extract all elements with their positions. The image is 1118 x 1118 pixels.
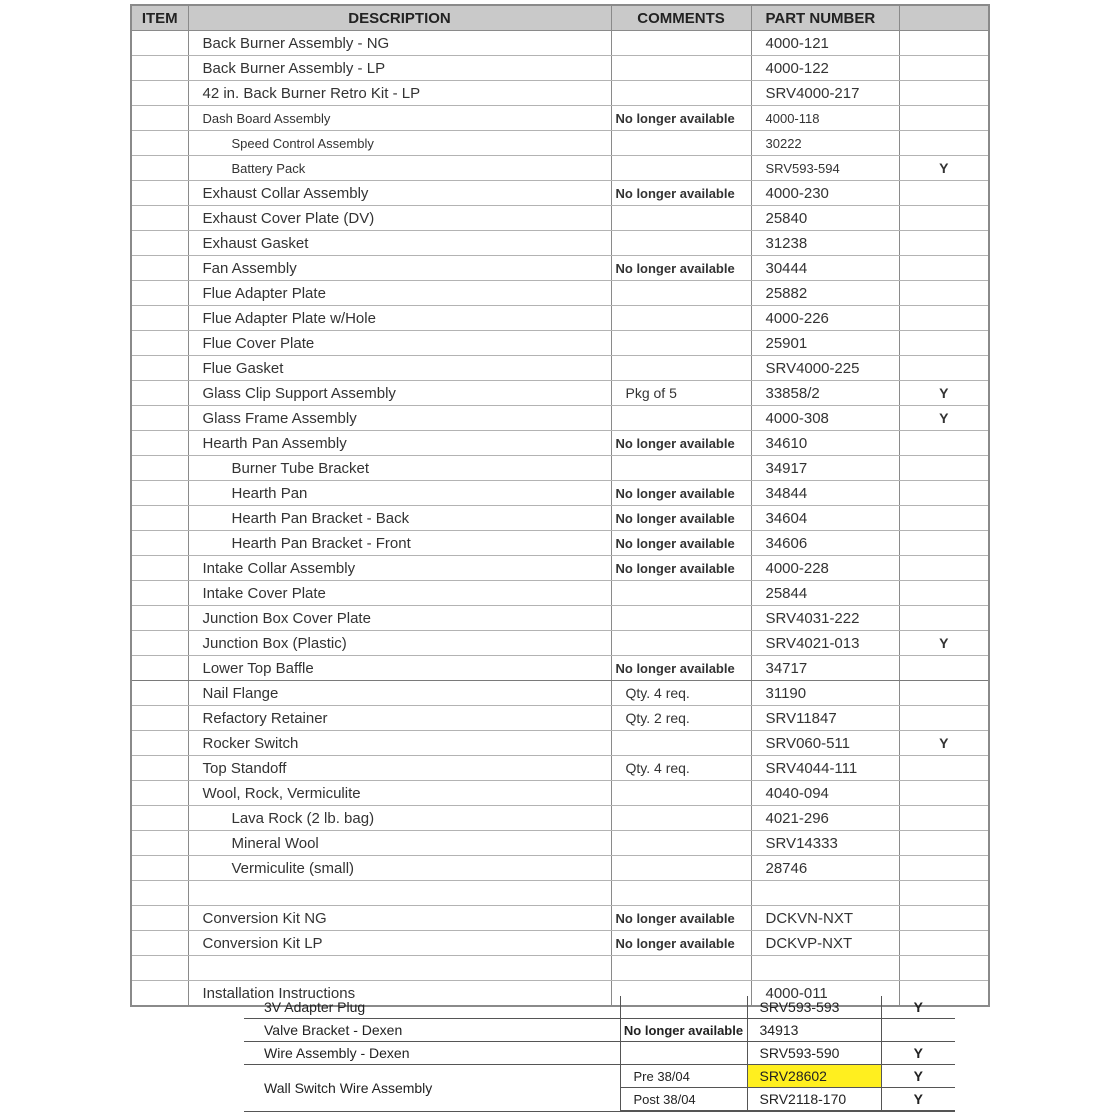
description-cell: Lower Top Baffle: [188, 656, 611, 681]
item-cell: [131, 481, 188, 506]
description-cell: Glass Clip Support Assembly: [188, 381, 611, 406]
flag-cell: [899, 31, 989, 56]
comment-cell: No longer available: [620, 1019, 747, 1042]
comment-cell: Qty. 4 req.: [611, 681, 751, 706]
flag-cell: [899, 906, 989, 931]
flag-cell: Y: [881, 1088, 955, 1112]
description-cell: Lava Rock (2 lb. bag): [188, 806, 611, 831]
description-cell: Nail Flange: [188, 681, 611, 706]
description-cell: Wool, Rock, Vermiculite: [188, 781, 611, 806]
item-cell: [131, 531, 188, 556]
item-cell: [131, 281, 188, 306]
flag-cell: [899, 206, 989, 231]
table-row: [131, 106, 989, 131]
part-number-cell: 4040-094: [751, 781, 899, 806]
description-cell: Wall Switch Wire Assembly: [244, 1065, 620, 1112]
item-cell: [131, 381, 188, 406]
part-number-cell: 28746: [751, 856, 899, 881]
comment-cell: [611, 856, 751, 881]
flag-cell: [899, 106, 989, 131]
part-number-cell: 4000-230: [751, 181, 899, 206]
part-number-cell: SRV11847: [751, 706, 899, 731]
table-row: [131, 806, 989, 831]
comment-cell: [611, 206, 751, 231]
item-cell: [131, 106, 188, 131]
description-cell: Dash Board Assembly: [188, 106, 611, 131]
comment-cell: [611, 131, 751, 156]
part-number-cell: 4000-118: [751, 106, 899, 131]
flag-cell: [899, 681, 989, 706]
item-cell: [131, 656, 188, 681]
description-cell: Mineral Wool: [188, 831, 611, 856]
part-number-cell: 30222: [751, 131, 899, 156]
comment-cell: No longer available: [611, 256, 751, 281]
item-cell: [131, 906, 188, 931]
table-row: [131, 881, 989, 906]
comment-cell: [611, 306, 751, 331]
comment-cell: [611, 831, 751, 856]
part-number-cell: 34610: [751, 431, 899, 456]
table-row: [131, 681, 989, 706]
flag-cell: [899, 656, 989, 681]
table-row: [131, 606, 989, 631]
table-row: [131, 706, 989, 731]
comment-cell: [611, 631, 751, 656]
description-cell: Hearth Pan Bracket - Back: [188, 506, 611, 531]
comment-cell: [611, 231, 751, 256]
description-cell: Conversion Kit LP: [188, 931, 611, 956]
part-number-cell: SRV4000-225: [751, 356, 899, 381]
part-number-cell: 4000-121: [751, 31, 899, 56]
header-part-number: PART NUMBER: [751, 5, 899, 31]
item-cell: [131, 606, 188, 631]
table-row: [131, 256, 989, 281]
part-number-cell: SRV4021-013: [751, 631, 899, 656]
comment-cell: [611, 56, 751, 81]
comment-cell: [611, 156, 751, 181]
description-cell: Hearth Pan Assembly: [188, 431, 611, 456]
item-cell: [131, 831, 188, 856]
description-cell: Wire Assembly - Dexen: [244, 1042, 620, 1065]
part-number-cell: SRV14333: [751, 831, 899, 856]
flag-cell: [899, 56, 989, 81]
part-number-cell: 34844: [751, 481, 899, 506]
table-row: [131, 556, 989, 581]
item-cell: [131, 581, 188, 606]
table-row: [131, 831, 989, 856]
description-cell: Top Standoff: [188, 756, 611, 781]
part-number-cell: DCKVP-NXT: [751, 931, 899, 956]
flag-cell: Y: [881, 1065, 955, 1088]
flag-cell: [899, 756, 989, 781]
comment-cell: [611, 606, 751, 631]
item-cell: [131, 56, 188, 81]
flag-cell: [899, 706, 989, 731]
flag-cell: [899, 281, 989, 306]
part-number-cell: 4021-296: [751, 806, 899, 831]
table-row: [131, 131, 989, 156]
description-cell: Exhaust Collar Assembly: [188, 181, 611, 206]
comment-cell: [611, 806, 751, 831]
flag-cell: [899, 556, 989, 581]
item-cell: [131, 306, 188, 331]
table-row: [131, 431, 989, 456]
flag-cell: [899, 356, 989, 381]
flag-cell: Y: [899, 731, 989, 756]
part-number-cell: 25844: [751, 581, 899, 606]
table-row: [244, 1019, 955, 1042]
description-cell: Vermiculite (small): [188, 856, 611, 881]
description-cell: Glass Frame Assembly: [188, 406, 611, 431]
additional-parts-table: [244, 996, 955, 1112]
description-cell: Flue Gasket: [188, 356, 611, 381]
flag-cell: [899, 506, 989, 531]
table-row: [131, 581, 989, 606]
table-row: [131, 406, 989, 431]
comment-cell: No longer available: [611, 931, 751, 956]
flag-cell: [899, 456, 989, 481]
description-cell: Rocker Switch: [188, 731, 611, 756]
table-row: [131, 906, 989, 931]
comment-cell: [611, 31, 751, 56]
description-cell: Burner Tube Bracket: [188, 456, 611, 481]
item-cell: [131, 981, 188, 1007]
flag-cell: [899, 781, 989, 806]
item-cell: [131, 131, 188, 156]
item-cell: [131, 256, 188, 281]
item-cell: [131, 431, 188, 456]
part-number-cell: 4000-122: [751, 56, 899, 81]
flag-cell: Y: [881, 1042, 955, 1065]
flag-cell: [899, 831, 989, 856]
item-cell: [131, 356, 188, 381]
description-cell: Installation Instructions: [188, 981, 611, 1007]
comment-cell: [611, 81, 751, 106]
item-cell: [131, 756, 188, 781]
item-cell: [131, 331, 188, 356]
comment-cell: Qty. 2 req.: [611, 706, 751, 731]
description-cell: Back Burner Assembly - NG: [188, 31, 611, 56]
item-cell: [131, 156, 188, 181]
table-row: [244, 1042, 955, 1065]
item-cell: [131, 856, 188, 881]
item-cell: [131, 31, 188, 56]
table-row: [131, 31, 989, 56]
table-row: [131, 156, 989, 181]
comment-cell: No longer available: [611, 531, 751, 556]
header-flag: [899, 5, 989, 31]
table-row: [131, 781, 989, 806]
parts-list-table: [130, 4, 990, 1007]
table-row: [131, 356, 989, 381]
flag-cell: [899, 256, 989, 281]
part-number-cell: SRV593-593: [747, 996, 881, 1019]
flag-cell: Y: [881, 996, 955, 1019]
item-cell: [131, 456, 188, 481]
description-cell: Speed Control Assembly: [188, 131, 611, 156]
flag-cell: [899, 331, 989, 356]
table-row: [131, 756, 989, 781]
table-row: [131, 181, 989, 206]
description-cell: Exhaust Cover Plate (DV): [188, 206, 611, 231]
description-cell: Conversion Kit NG: [188, 906, 611, 931]
table-row: [131, 381, 989, 406]
flag-cell: Y: [899, 156, 989, 181]
item-cell: [131, 556, 188, 581]
comment-cell: [611, 581, 751, 606]
description-cell: Hearth Pan Bracket - Front: [188, 531, 611, 556]
comment-cell: [620, 996, 747, 1019]
comment-cell: No longer available: [611, 106, 751, 131]
flag-cell: [899, 931, 989, 956]
table-row: [131, 231, 989, 256]
flag-cell: Y: [899, 631, 989, 656]
comment-cell: [611, 881, 751, 906]
comment-cell: No longer available: [611, 181, 751, 206]
comment-cell: No longer available: [611, 506, 751, 531]
part-number-cell: SRV593-590: [747, 1042, 881, 1065]
item-cell: [131, 806, 188, 831]
comment-cell: Pkg of 5: [611, 381, 751, 406]
part-number-cell: [751, 956, 899, 981]
item-cell: [131, 81, 188, 106]
flag-cell: [899, 81, 989, 106]
item-cell: [131, 956, 188, 981]
description-cell: Battery Pack: [188, 156, 611, 181]
table-row: [131, 206, 989, 231]
flag-cell: [899, 581, 989, 606]
part-number-cell: 25901: [751, 331, 899, 356]
item-cell: [131, 781, 188, 806]
header-item: ITEM: [131, 5, 188, 31]
part-number-cell: 4000-228: [751, 556, 899, 581]
flag-cell: [899, 231, 989, 256]
item-cell: [131, 706, 188, 731]
part-number-cell: SRV4000-217: [751, 81, 899, 106]
part-number-cell: SRV060-511: [751, 731, 899, 756]
part-number-cell: [751, 881, 899, 906]
table-row: [131, 956, 989, 981]
comment-cell: No longer available: [611, 481, 751, 506]
comment-cell: [611, 331, 751, 356]
part-number-cell: 34604: [751, 506, 899, 531]
part-number-cell: 34717: [751, 656, 899, 681]
comment-cell: [620, 1042, 747, 1065]
flag-cell: Y: [899, 381, 989, 406]
table-row: [131, 281, 989, 306]
item-cell: [131, 506, 188, 531]
flag-cell: [899, 881, 989, 906]
table-header-row: [131, 5, 989, 31]
description-cell: Flue Adapter Plate w/Hole: [188, 306, 611, 331]
part-number-cell: DCKVN-NXT: [751, 906, 899, 931]
part-number-cell-highlighted: SRV28602: [747, 1065, 881, 1088]
table-row: [131, 931, 989, 956]
comment-cell: No longer available: [611, 656, 751, 681]
part-number-cell: 25882: [751, 281, 899, 306]
part-number-cell: 4000-011: [751, 981, 899, 1007]
flag-cell: Y: [899, 406, 989, 431]
comment-cell: [611, 281, 751, 306]
part-number-cell: SRV4031-222: [751, 606, 899, 631]
table-row: [131, 531, 989, 556]
flag-cell: [899, 431, 989, 456]
item-cell: [131, 406, 188, 431]
part-number-cell: 31238: [751, 231, 899, 256]
description-cell: Refactory Retainer: [188, 706, 611, 731]
part-number-cell: 34913: [747, 1019, 881, 1042]
comment-cell: [611, 781, 751, 806]
flag-cell: [899, 306, 989, 331]
flag-cell: [899, 531, 989, 556]
comment-cell: [611, 456, 751, 481]
comment-cell: Qty. 4 req.: [611, 756, 751, 781]
part-number-cell: 4000-226: [751, 306, 899, 331]
table-row: [131, 731, 989, 756]
description-cell: Fan Assembly: [188, 256, 611, 281]
description-cell: Intake Cover Plate: [188, 581, 611, 606]
description-cell: Flue Cover Plate: [188, 331, 611, 356]
header-comments: COMMENTS: [611, 5, 751, 31]
item-cell: [131, 181, 188, 206]
flag-cell: [899, 956, 989, 981]
part-number-cell: SRV4044-111: [751, 756, 899, 781]
description-cell: Exhaust Gasket: [188, 231, 611, 256]
comment-cell: Post 38/04: [620, 1088, 747, 1112]
flag-cell: [899, 856, 989, 881]
item-cell: [131, 231, 188, 256]
table-row: [131, 456, 989, 481]
part-number-cell: 33858/2: [751, 381, 899, 406]
comment-cell: [611, 406, 751, 431]
flag-cell: [881, 1019, 955, 1042]
comment-cell: No longer available: [611, 906, 751, 931]
description-cell: 3V Adapter Plug: [244, 996, 620, 1019]
flag-cell: [899, 481, 989, 506]
description-cell: Hearth Pan: [188, 481, 611, 506]
flag-cell: [899, 181, 989, 206]
part-number-cell: 30444: [751, 256, 899, 281]
table-row: [131, 481, 989, 506]
header-description: DESCRIPTION: [188, 5, 611, 31]
table-row: [131, 506, 989, 531]
comment-cell: [611, 956, 751, 981]
item-cell: [131, 931, 188, 956]
table-row: [131, 656, 989, 681]
table-row: [131, 81, 989, 106]
item-cell: [131, 206, 188, 231]
description-cell: Intake Collar Assembly: [188, 556, 611, 581]
flag-cell: [899, 806, 989, 831]
table-row: [131, 631, 989, 656]
table-row: [131, 331, 989, 356]
comment-cell: [611, 731, 751, 756]
item-cell: [131, 681, 188, 706]
comment-cell: No longer available: [611, 431, 751, 456]
description-cell: Valve Bracket - Dexen: [244, 1019, 620, 1042]
description-cell: Junction Box Cover Plate: [188, 606, 611, 631]
item-cell: [131, 731, 188, 756]
table-row: [131, 306, 989, 331]
table-row: [131, 56, 989, 81]
part-number-cell: 34917: [751, 456, 899, 481]
part-number-cell: 31190: [751, 681, 899, 706]
description-cell: 42 in. Back Burner Retro Kit - LP: [188, 81, 611, 106]
comment-cell: [611, 356, 751, 381]
part-number-cell: SRV2118-170: [747, 1088, 881, 1112]
comment-cell: Pre 38/04: [620, 1065, 747, 1088]
description-cell: [188, 881, 611, 906]
part-number-cell: SRV593-594: [751, 156, 899, 181]
item-cell: [131, 631, 188, 656]
part-number-cell: 25840: [751, 206, 899, 231]
description-cell: [188, 956, 611, 981]
table-row: [131, 856, 989, 881]
flag-cell: [899, 131, 989, 156]
part-number-cell: 4000-308: [751, 406, 899, 431]
item-cell: [131, 881, 188, 906]
description-cell: Flue Adapter Plate: [188, 281, 611, 306]
table-row: [244, 1065, 955, 1088]
part-number-cell: 34606: [751, 531, 899, 556]
description-cell: Back Burner Assembly - LP: [188, 56, 611, 81]
flag-cell: [899, 606, 989, 631]
comment-cell: No longer available: [611, 556, 751, 581]
table-row: [244, 996, 955, 1019]
description-cell: Junction Box (Plastic): [188, 631, 611, 656]
